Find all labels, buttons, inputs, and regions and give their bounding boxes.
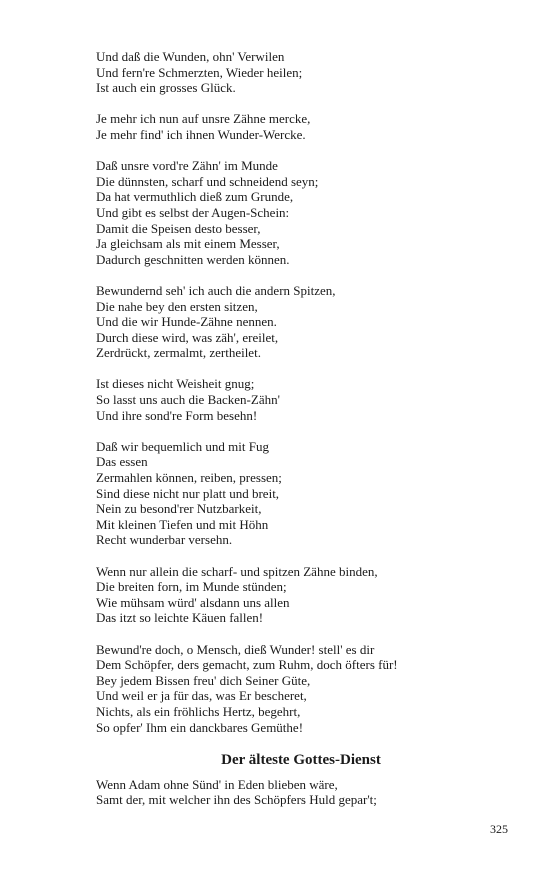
poem-line: Daß unsre vord're Zähn' im Munde xyxy=(96,158,278,174)
poem-line: Da hat vermuthlich dieß zum Grunde, xyxy=(96,189,294,205)
poem-line: Durch diese wird, was zäh', ereilet, xyxy=(96,329,279,345)
poem-line: Je mehr find' ich ihnen Wunder-Wercke. xyxy=(96,126,306,142)
poem-line: Dadurch geschnitten werden können. xyxy=(96,251,290,267)
poem-line: Und weil er ja für das, was Er bescheret, xyxy=(96,688,307,704)
poem-line: Dem Schöpfer, ders gemacht, zum Ruhm, doch öfters für! xyxy=(96,657,398,673)
poem-line: Zermahlen können, reiben, pressen; xyxy=(96,470,282,486)
poem-line: So lasst uns auch die Backen-Zähn' xyxy=(96,392,280,408)
poem-line: Recht wunderbar versehn. xyxy=(96,532,233,548)
poem-text xyxy=(96,49,516,824)
closing-stanza xyxy=(96,777,516,808)
poem-line: Und ihre sond're Form besehn! xyxy=(96,407,258,423)
poem-line: Das essen xyxy=(96,454,148,470)
poem-heading: Der älteste Gottes-Dienst xyxy=(221,751,381,768)
stanza-2 xyxy=(96,111,516,142)
poem-line: Je mehr ich nun auf unsre Zähne mercke, xyxy=(96,111,311,127)
poem-line: Sind diese nicht nur platt und breit, xyxy=(96,485,280,501)
page-number: 325 xyxy=(490,822,508,836)
poem-line: Wenn nur allein die scharf- und spitzen Zähne binden, xyxy=(96,563,378,579)
poem-line: Ist dieses nicht Weisheit gnug; xyxy=(96,376,255,392)
poem-line: Und die wir Hunde-Zähne nennen. xyxy=(96,314,277,330)
poem-line: Die breiten forn, im Munde stünden; xyxy=(96,579,287,595)
poem-line: Und daß die Wunden, ohn' Verwilen xyxy=(96,49,285,64)
stanza-6 xyxy=(96,439,516,548)
poem-line: Ist auch ein grosses Glück. xyxy=(96,80,236,96)
poem-line: Bewundernd seh' ich auch die andern Spitzen, xyxy=(96,282,336,298)
poem-line: Damit die Speisen desto besser, xyxy=(96,220,261,236)
poem-line: Bey jedem Bissen freu' dich Seiner Güte, xyxy=(96,672,311,688)
stanza-3 xyxy=(96,158,516,267)
poem-line: Wenn Adam ohne Sünd' in Eden blieben wäre, xyxy=(96,776,338,792)
stanza-8 xyxy=(96,642,516,736)
poem-line: Zerdrückt, zermalmt, zertheilet. xyxy=(96,345,261,361)
stanza-1 xyxy=(96,49,516,96)
poem-line: Nichts, als ein fröhlichs Hertz, begehrt, xyxy=(96,703,301,719)
stanza-7 xyxy=(96,564,516,626)
poem-line: Die dünnsten, scharf und schneidend seyn; xyxy=(96,173,319,189)
poem-line: Wie mühsam würd' alsdann uns allen xyxy=(96,594,290,610)
stanza-5 xyxy=(96,376,516,423)
poem-line: Mit kleinen Tiefen und mit Höhn xyxy=(96,516,269,532)
poem-line: Ja gleichsam als mit einem Messer, xyxy=(96,236,280,252)
poem-line: Die nahe bey den ersten sitzen, xyxy=(96,298,258,314)
stanza-4 xyxy=(96,283,516,361)
poem-line: Nein zu besond'rer Nutzbarkeit, xyxy=(96,501,262,517)
poem-line: Bewund're doch, o Mensch, dieß Wunder! stell' es dir xyxy=(96,641,375,657)
poem-line: Und gibt es selbst der Augen-Schein: xyxy=(96,204,290,220)
poem-line: So opfer' Ihm ein danckbares Gemüthe! xyxy=(96,719,304,735)
poem-line: Daß wir bequemlich und mit Fug xyxy=(96,438,269,454)
poem-line: Das itzt so leichte Käuen fallen! xyxy=(96,610,264,626)
poem-line: Samt der, mit welcher ihn des Schöpfers Huld gepar't; xyxy=(96,792,377,808)
poem-line: Und fern're Schmerzten, Wieder heilen; xyxy=(96,64,303,80)
